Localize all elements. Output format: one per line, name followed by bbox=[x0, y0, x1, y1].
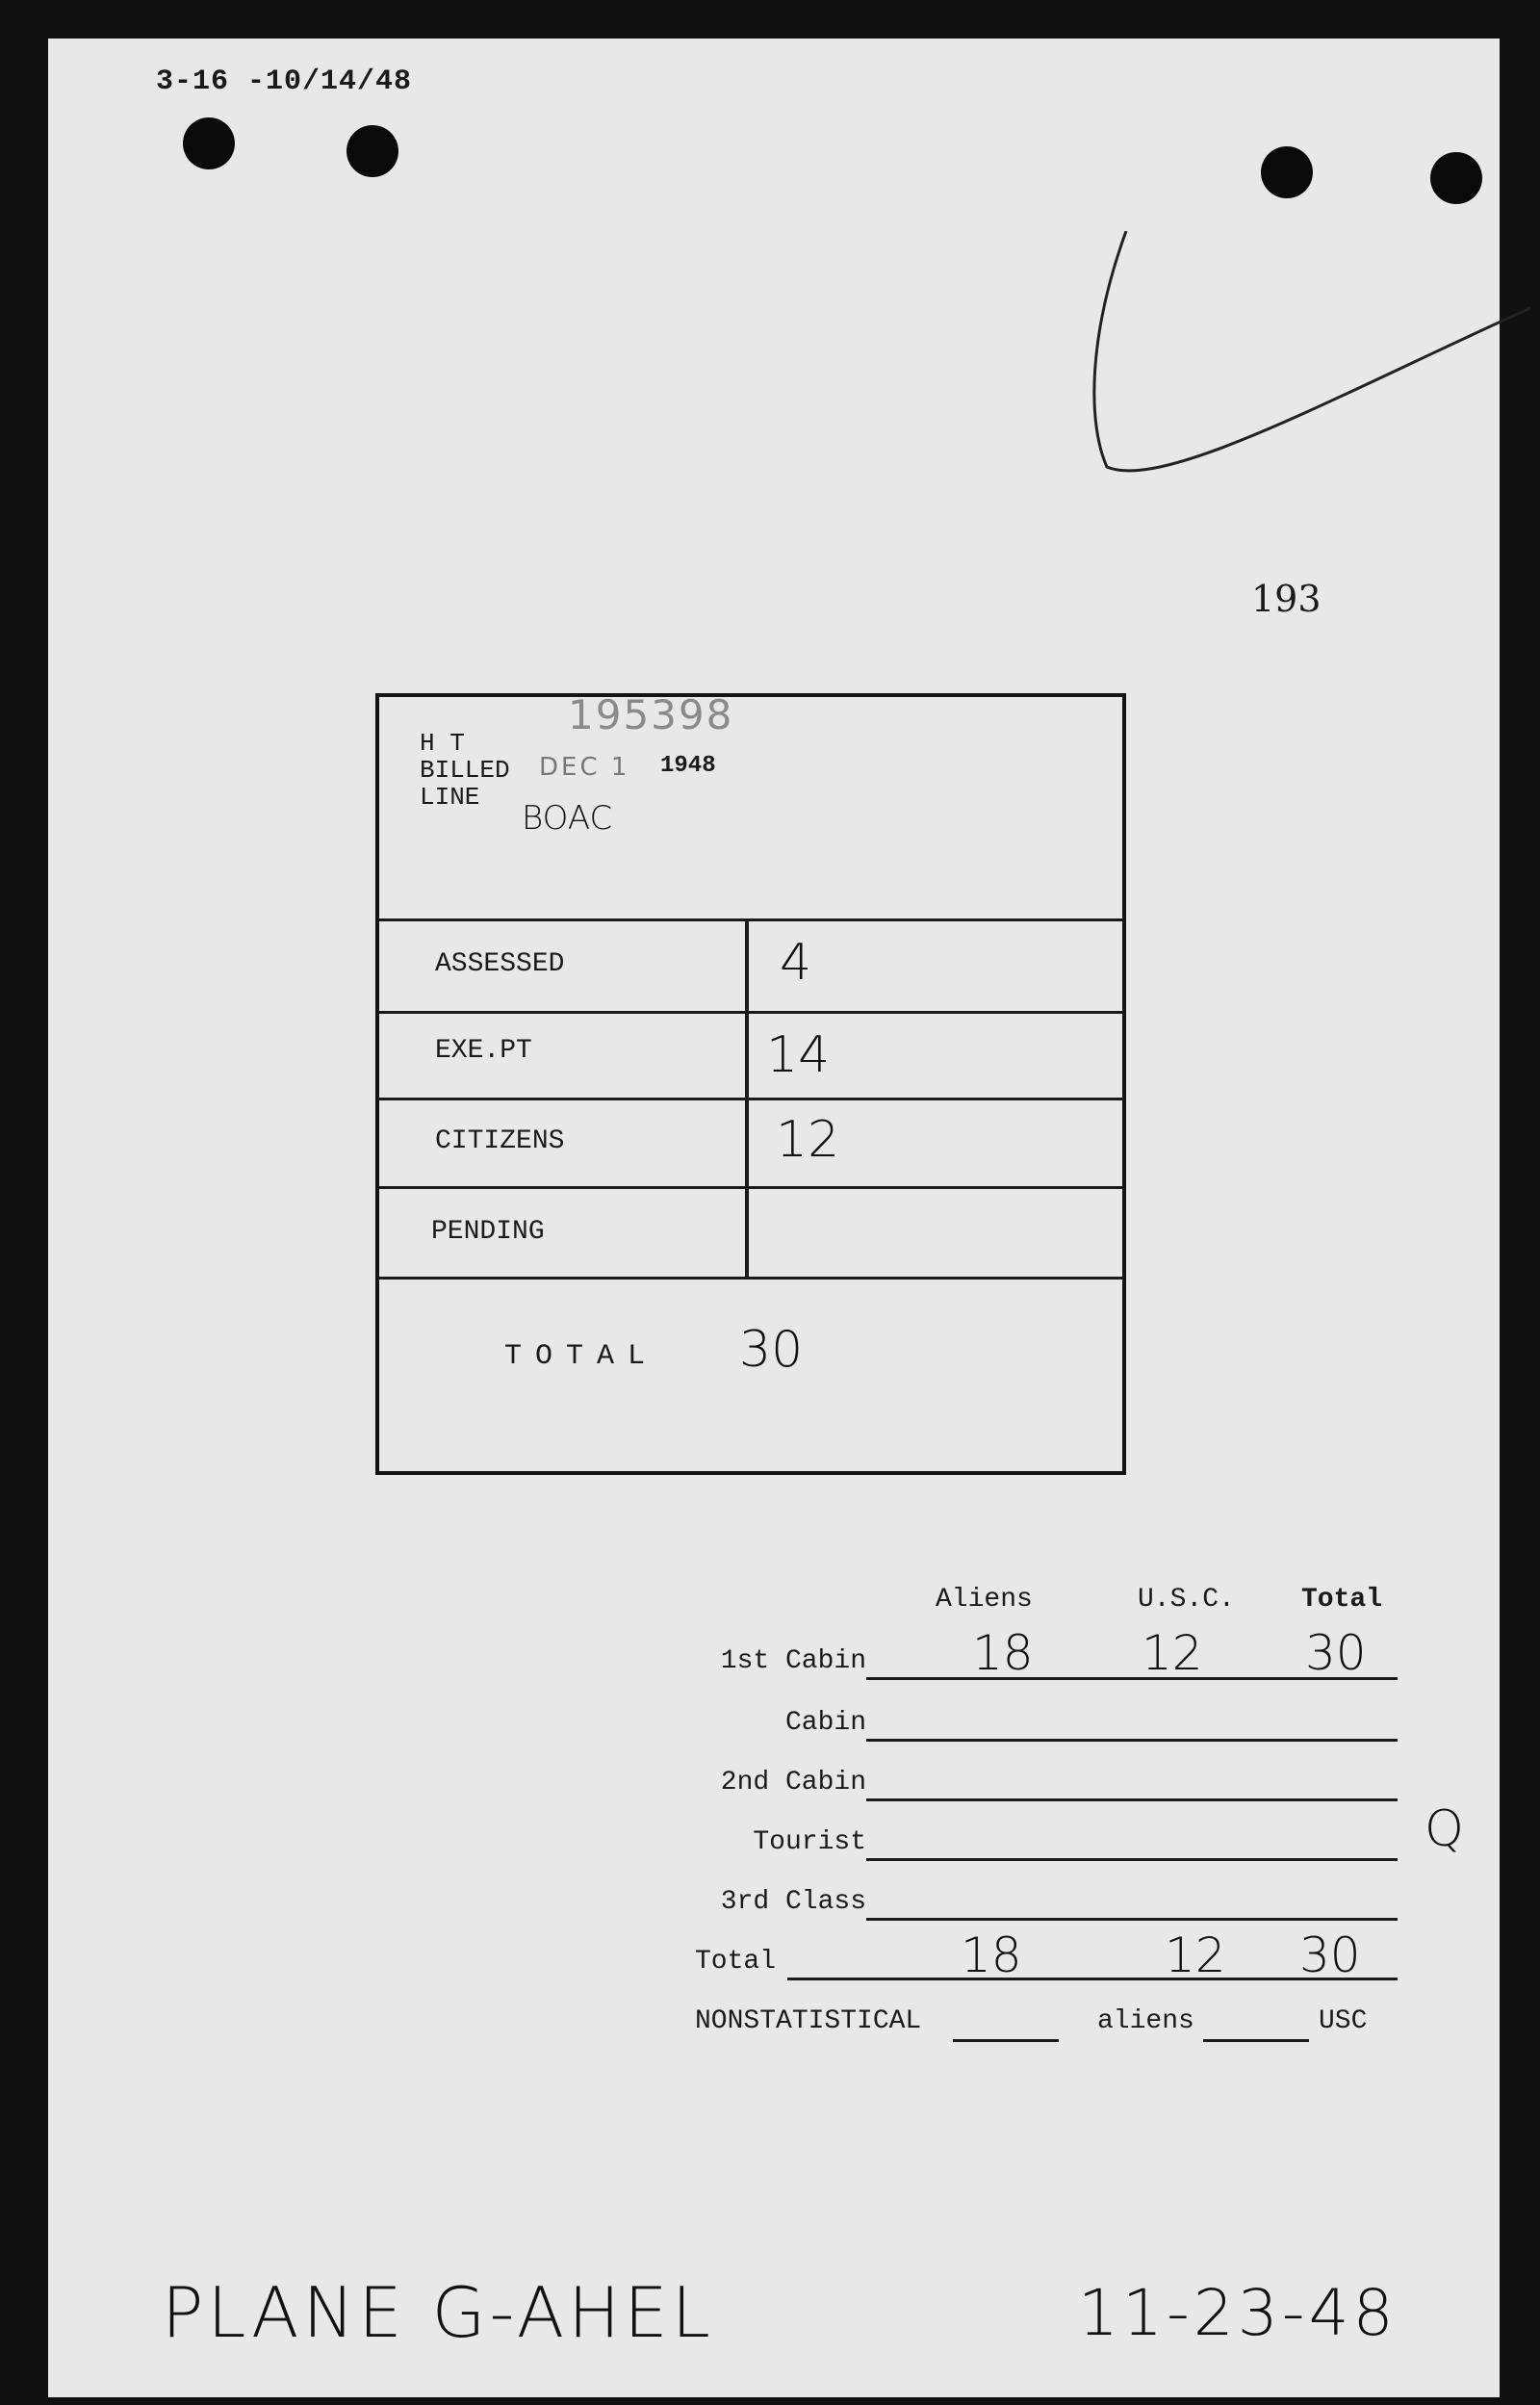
line-label: LINE bbox=[420, 783, 480, 812]
row-cabin: Cabin bbox=[784, 1708, 866, 1738]
box-total-label: TOTAL bbox=[504, 1340, 659, 1373]
row-1st-cabin: 1st Cabin bbox=[720, 1646, 866, 1676]
cell-total-total: 30 bbox=[1299, 1927, 1361, 1983]
check-mark-icon bbox=[1049, 231, 1530, 520]
citizens-label: CITIZENS bbox=[435, 1126, 565, 1156]
row-tourist: Tourist bbox=[753, 1827, 866, 1857]
header-labels bbox=[420, 730, 510, 811]
assessed-value: 4 bbox=[780, 934, 812, 992]
billed-date-stamp: DEC 1 bbox=[539, 753, 630, 782]
punch-hole bbox=[1261, 146, 1313, 198]
exempt-value: 14 bbox=[766, 1026, 831, 1084]
punch-hole bbox=[1430, 152, 1482, 204]
billed-label: BILLED bbox=[420, 756, 510, 785]
ht-label: H T bbox=[420, 729, 465, 758]
line-value: BOAC bbox=[522, 799, 613, 838]
nonstat-label: NONSTATISTICAL bbox=[695, 2006, 922, 2036]
footer-date: 11-23-48 bbox=[1078, 2276, 1398, 2350]
punch-hole bbox=[183, 117, 235, 169]
row-total: Total bbox=[695, 1947, 777, 1977]
cell-total-aliens: 18 bbox=[961, 1927, 1022, 1983]
page-number: 193 bbox=[1251, 578, 1322, 620]
cell-1st-aliens: 18 bbox=[972, 1625, 1034, 1681]
col-total: Total bbox=[1301, 1585, 1383, 1615]
billed-year: 1948 bbox=[660, 753, 716, 779]
col-aliens: Aliens bbox=[936, 1585, 1033, 1615]
citizens-value: 12 bbox=[776, 1111, 840, 1169]
row-3rd-class: 3rd Class bbox=[720, 1887, 866, 1917]
row-2nd-cabin: 2nd Cabin bbox=[720, 1768, 866, 1797]
punch-hole bbox=[346, 125, 398, 177]
cell-1st-usc: 12 bbox=[1142, 1625, 1203, 1681]
form-code: 3-16 -10/14/48 bbox=[156, 65, 413, 98]
plane-id: PLANE G-AHEL bbox=[162, 2272, 714, 2353]
margin-mark: Q bbox=[1424, 1800, 1464, 1858]
box-total-value: 30 bbox=[739, 1321, 804, 1379]
cell-1st-total: 30 bbox=[1305, 1625, 1367, 1681]
stamp-number: 195398 bbox=[568, 691, 734, 738]
document-page bbox=[48, 39, 1500, 2397]
cell-total-usc: 12 bbox=[1165, 1927, 1226, 1983]
nonstat-usc-label: USC bbox=[1319, 2006, 1368, 2036]
col-usc: U.S.C. bbox=[1138, 1585, 1235, 1615]
pending-label: PENDING bbox=[431, 1217, 545, 1247]
exempt-label: EXE.PT bbox=[435, 1036, 532, 1066]
assessed-label: ASSESSED bbox=[435, 949, 565, 979]
nonstat-aliens-label: aliens bbox=[1097, 2006, 1194, 2036]
